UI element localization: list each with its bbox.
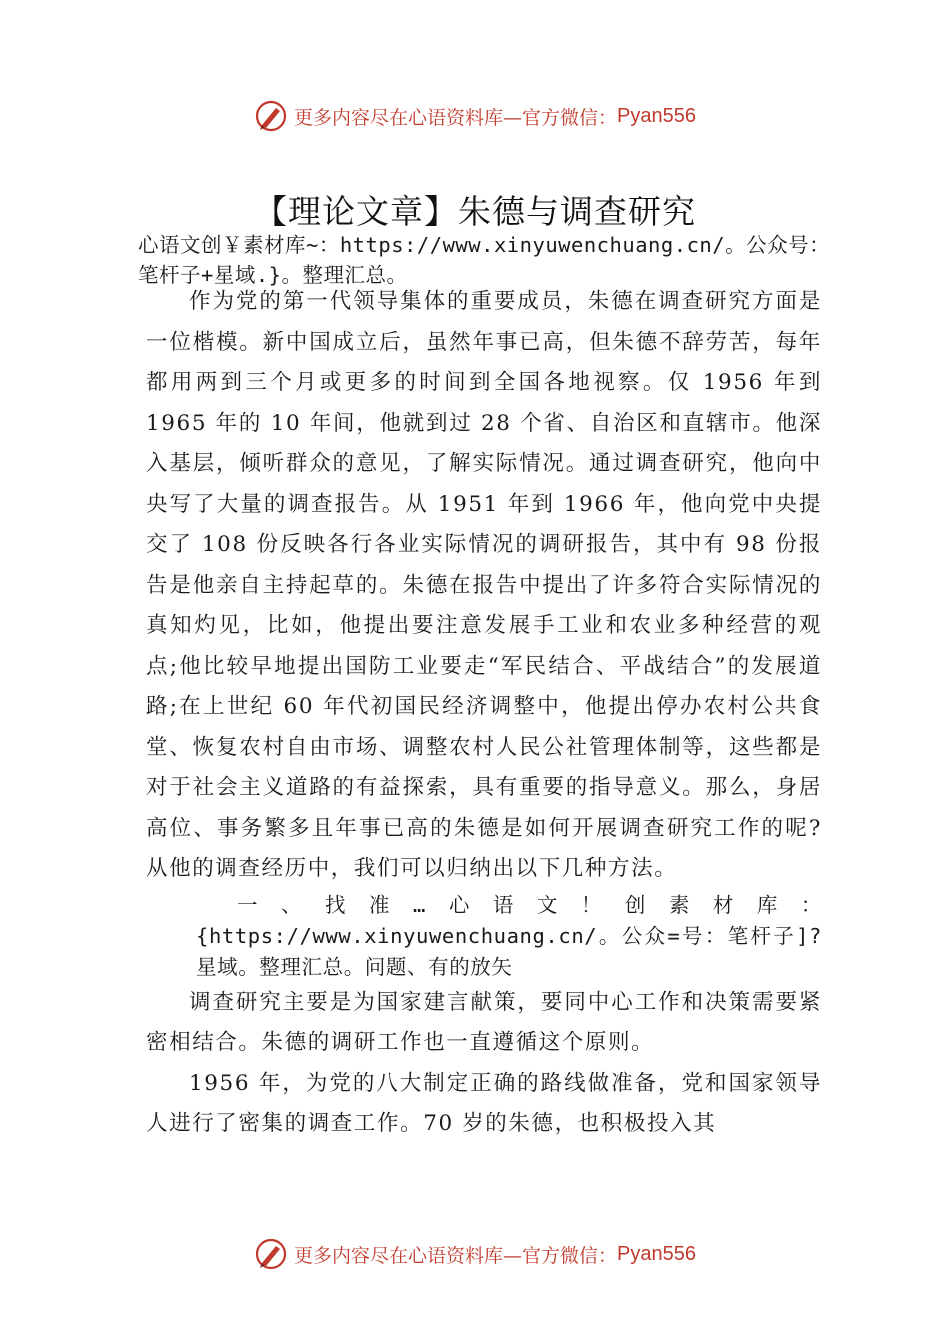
header-banner: [0, 96, 950, 136]
intro-line: 心语文创￥素材库~：https://www.xinyuwenchuang.cn/。公众号：笔杆子+星域.}。整理汇总。: [138, 233, 831, 287]
banner-text: 更多内容尽在心语资料库—官方微信：: [294, 106, 618, 129]
page-title: 【理论文章】朱德与调查研究: [254, 192, 696, 231]
pen-logo-icon: [254, 1237, 288, 1271]
section-heading: 一、找准…心语文！创素材库：{https://www.xinyuwenchuang.cn/。公众=号：笔杆子]?星域。整理汇总。问题、有的放矢: [196, 892, 822, 979]
article-body: [146, 282, 822, 1145]
footer-banner: [0, 1234, 950, 1274]
pen-logo-icon: [254, 99, 288, 133]
paragraph: 调查研究主要是为国家建言献策，要同中心工作和决策需要紧密相结合。朱德的调研工作也一直遵循这个原则。: [146, 989, 822, 1055]
wechat-id: Pyan556: [617, 1242, 696, 1265]
wechat-id: Pyan556: [617, 104, 696, 127]
paragraph: 作为党的第一代领导集体的重要成员，朱德在调查研究方面是一位楷模。新中国成立后，虽然年事已高，但朱德不辞劳苦，每年都用两到三个月或更多的时间到全国各地视察。仅 1956 年到 1965 年的 10 年间，他就到过 28 个省、自治区和直辖市。他深入基层，倾听群众的意见，了解实际情况。通过调查研究，他向中央写了大量的调查报告。从 1951 年到 1966 年，他向党中央提交了 108 份反映各行各业实际情况的调研报告，其中有 98 份报告是他亲自主持起草的。朱德在报告中提出了许多符合实际情况的真知灼见，比如，他提出要注意发展手工业和农业多种经营的观点;他比较早地提出国防工业要走“军民结合、平战结合”的发展道路;在上世纪 60 年代初国民经济调整中，他提出停办农村公共食堂、恢复农村自由市场、调整农村人民公社管理体制等，这些都是对于社会主义道路的有益探索，具有重要的指导意义。那么，身居高位、事务繁多且年事已高的朱德是如何开展调查研究工作的呢?从他的调查经历中，我们可以归纳出以下几种方法。: [146, 289, 822, 881]
paragraph: 1956 年，为党的八大制定正确的路线做准备，党和国家领导人进行了密集的调查工作。70 岁的朱德，也积极投入其: [146, 1070, 822, 1136]
banner-text: 更多内容尽在心语资料库—官方微信：: [294, 1244, 618, 1267]
